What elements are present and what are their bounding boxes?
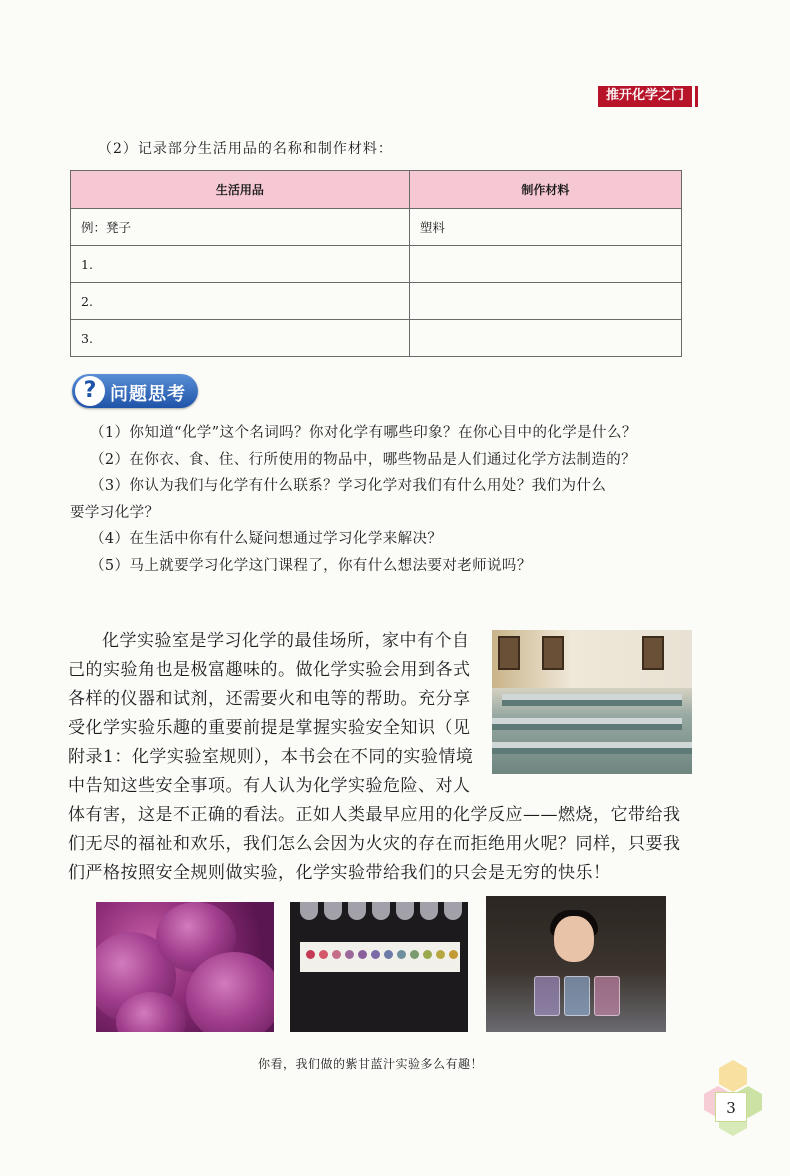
table-cell xyxy=(409,320,681,357)
body-paragraph-block xyxy=(68,627,692,888)
question-item-continued: 要学习化学？ xyxy=(70,504,160,521)
table-row xyxy=(71,209,682,246)
table-header-item: 生活用品 xyxy=(71,171,410,209)
student-experiment-photo xyxy=(486,896,666,1032)
table-cell xyxy=(409,283,681,320)
question-mark-icon: ? xyxy=(75,376,105,406)
table-cell xyxy=(409,246,681,283)
photo-caption: 你看，我们做的紫甘蓝汁实验多么有趣！ xyxy=(258,1057,484,1071)
materials-table xyxy=(70,170,682,357)
question-item: （2）在你衣、食、住、行所使用的物品中，哪些物品是人们通过化学方法制造的？ xyxy=(90,451,637,468)
table-header-material: 制作材料 xyxy=(409,171,681,209)
table-intro: （2）记录部分生活用品的名称和制作材料： xyxy=(98,141,393,157)
question-list xyxy=(70,420,690,579)
chapter-tag: 推开化学之门 xyxy=(598,86,692,107)
table-cell: 2. xyxy=(71,283,410,320)
red-cabbage-photo xyxy=(96,902,274,1032)
page-number: 3 xyxy=(715,1092,747,1122)
section-badge-label: 问题思考 xyxy=(110,384,186,405)
section-badge-questions xyxy=(72,374,198,408)
table-row xyxy=(71,246,682,283)
table-cell: 3. xyxy=(71,320,410,357)
indicator-strip-photo xyxy=(290,902,468,1032)
question-item: （5）马上就要学习化学这门课程了，你有什么想法要对老师说吗？ xyxy=(90,557,532,574)
table-cell: 1. xyxy=(71,246,410,283)
laboratory-photo xyxy=(492,630,692,774)
body-paragraph: 化学实验室是学习化学的最佳场所，家中有个自己的实验角也是极富趣味的。做化学实验会用到各式各样的仪器和试剂，还需要火和电等的帮助。充分享受化学实验乐趣的重要前提是掌握实验安全知识（见附录1：化学实验室规则），本书会在不同的实验情境中告知这些安全事项。有人认为化学实验危险、对人体有害，这是不正确的看法。正如人类最早应用的化学反应——燃烧，它带给我们无尽的福祉和欢乐，我们怎么会因为火灾的存在而拒绝用火呢？同样，只要我们严格按照安全规则做实验，化学实验带给我们的只会是无穷的快乐！ xyxy=(68,631,681,883)
table-cell: 塑料 xyxy=(409,209,681,246)
question-item: （4）在生活中你有什么疑问想通过学习化学来解决？ xyxy=(90,531,443,547)
table-cell: 例：凳子 xyxy=(71,209,410,246)
lab-photo-slot xyxy=(492,630,692,774)
table-row xyxy=(71,320,682,357)
question-item: （3）你认为我们与化学有什么联系？学习化学对我们有什么用处？我们为什么 xyxy=(90,478,607,494)
table-row xyxy=(71,283,682,320)
question-item: （1）你知道“化学”这个名词吗？你对化学有哪些印象？在你心目中的化学是什么？ xyxy=(90,425,637,441)
